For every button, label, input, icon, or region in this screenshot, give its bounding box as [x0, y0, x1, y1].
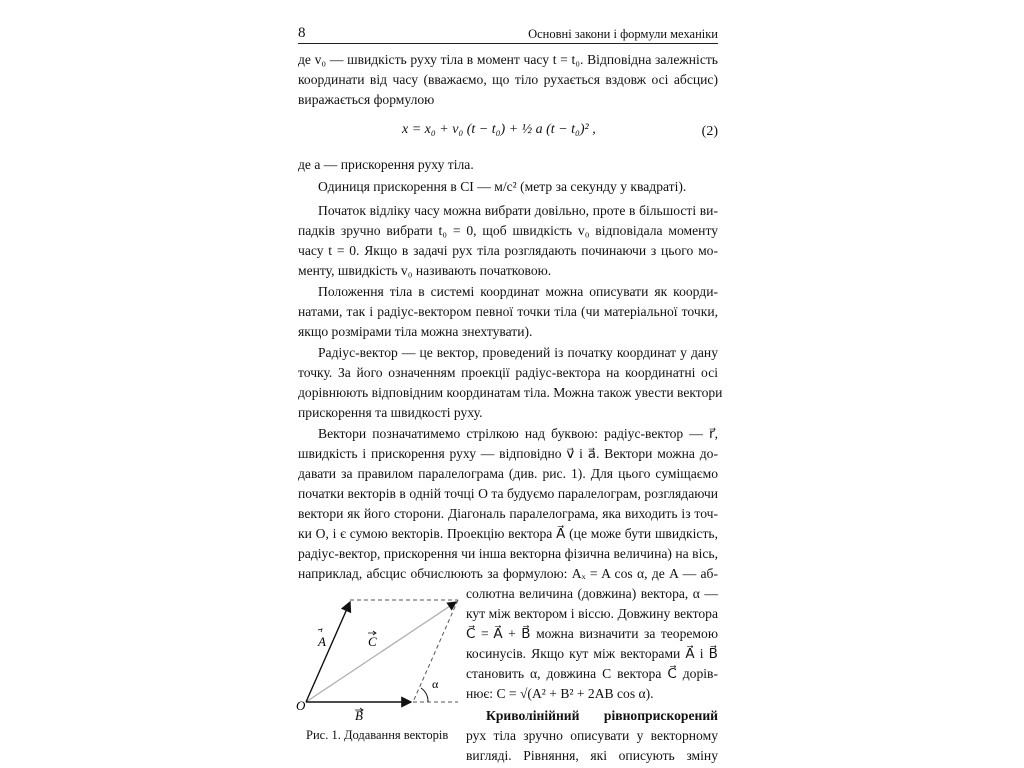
- text-line: швидкість і прискорення руху — відповідно v⃗ і a⃗. Вектори можна до-: [298, 446, 718, 461]
- text-line: падків зручно вибрати t₀ = 0, щоб швидкість v₀ відповідала моменту: [298, 223, 718, 238]
- text-line: Початок відліку часу можна вибрати довільно, проте в більшості ви-: [318, 203, 718, 218]
- text-line: вектори як його сторони. Діагональ паралелограма, яка виходить із точ-: [298, 506, 718, 521]
- text-line: Одиниця прискорення в СІ — м/с² (метр за секунду у квадраті).: [318, 179, 687, 194]
- vector-a-arrow-icon: [318, 629, 322, 632]
- parallelogram-diagram: [298, 588, 463, 728]
- text-line: давати за правилом паралелограма (див. рис. 1). Для цього суміщаємо: [298, 466, 718, 481]
- angle-label: α: [432, 677, 439, 691]
- page: [296, 0, 723, 768]
- text-line: ки O, і є сумою векторів. Проекцію вектора A⃗ (це може бути швидкість,: [298, 526, 718, 541]
- vector-c-label: C: [368, 634, 377, 649]
- text-line: де a — прискорення руху тіла.: [298, 157, 474, 172]
- text-line: точку. За його означенням проекції радіус-вектора на координатні осі: [298, 365, 718, 380]
- text-line: дорівнюють відповідним координатам тіла. Можна також увести вектори: [298, 385, 723, 400]
- text-line: якщо розмірами тіла можна знехтувати).: [298, 324, 533, 339]
- text-line: радіус-вектор, прискорення чи інша векторна фізична величина) на вісь,: [298, 546, 718, 561]
- text-line: C⃗ = A⃗ + B⃗ можна визначити за теоремою: [466, 626, 718, 641]
- text-line: рух тіла зручно описувати у векторному: [466, 728, 718, 743]
- text-line: наприклад, абсцис обчислюють за формулою: Aₓ = A cos α, де A — аб-: [298, 566, 718, 581]
- text-line: кут між вектором і віссю. Довжину вектора: [466, 606, 718, 621]
- running-header: [298, 23, 718, 44]
- text-line: менту, швидкість v₀ називають початковою.: [298, 263, 552, 278]
- text-line: косинусів. Якщо кут між векторами A⃗ і B⃗: [466, 646, 718, 661]
- text-line: початки векторів в одній точці O та будуємо паралелограм, розглядаючи: [298, 486, 718, 501]
- text-line: Положення тіла в системі координат можна описувати як коорди-: [318, 284, 718, 299]
- text-line: прискорення та швидкості руху.: [298, 405, 483, 420]
- vector-a-label: A: [318, 634, 326, 649]
- text-line: Криволінійний рівноприскорений: [486, 708, 718, 723]
- text-line: становить α, довжина C вектора C⃗ дорів-: [466, 666, 718, 681]
- text-line: Радіус-вектор — це вектор, проведений із початку координат у дану: [318, 345, 718, 360]
- origin-label: O: [296, 698, 306, 713]
- vector-b-label: B: [355, 708, 363, 723]
- equation-body: x = x₀ + v₀ (t − t₀) + ½ a (t − t₀)² ,: [402, 122, 596, 137]
- text-line: Вектори позначатимемо стрілкою над буквою: радіус-вектор — r⃗,: [318, 426, 718, 441]
- text-line: виражається формулою: [298, 92, 435, 107]
- running-title: Основні закони і формули механіки: [528, 27, 718, 41]
- text-line: нює: C = √(A² + B² + 2AB cos α).: [466, 686, 654, 701]
- text-line: вигляді. Рівняння, які описують зміну: [466, 748, 718, 763]
- figure-vector-addition: [298, 588, 463, 738]
- equation-2: [298, 120, 718, 148]
- page-number: 8: [298, 25, 306, 41]
- text-line: натами, так і радіус-вектором певної точки тіла (чи матеріальної точки,: [298, 304, 718, 319]
- text-line: часу t = 0. Якщо в задачі рух тіла розглядають починаючи з цього мо-: [298, 243, 718, 258]
- text-line: солютна величина (довжина) вектора, α —: [466, 586, 718, 601]
- figure-caption: Рис. 1. Додавання векторів: [306, 728, 449, 742]
- text-line: де v₀ — швидкість руху тіла в момент часу t = t₀. Відповідна залежність: [298, 52, 718, 67]
- text-line: координати від часу (вважаємо, що тіло рухається вздовж осі абсцис): [298, 72, 718, 87]
- equation-number: (2): [701, 124, 718, 139]
- angle-arc: [421, 688, 428, 702]
